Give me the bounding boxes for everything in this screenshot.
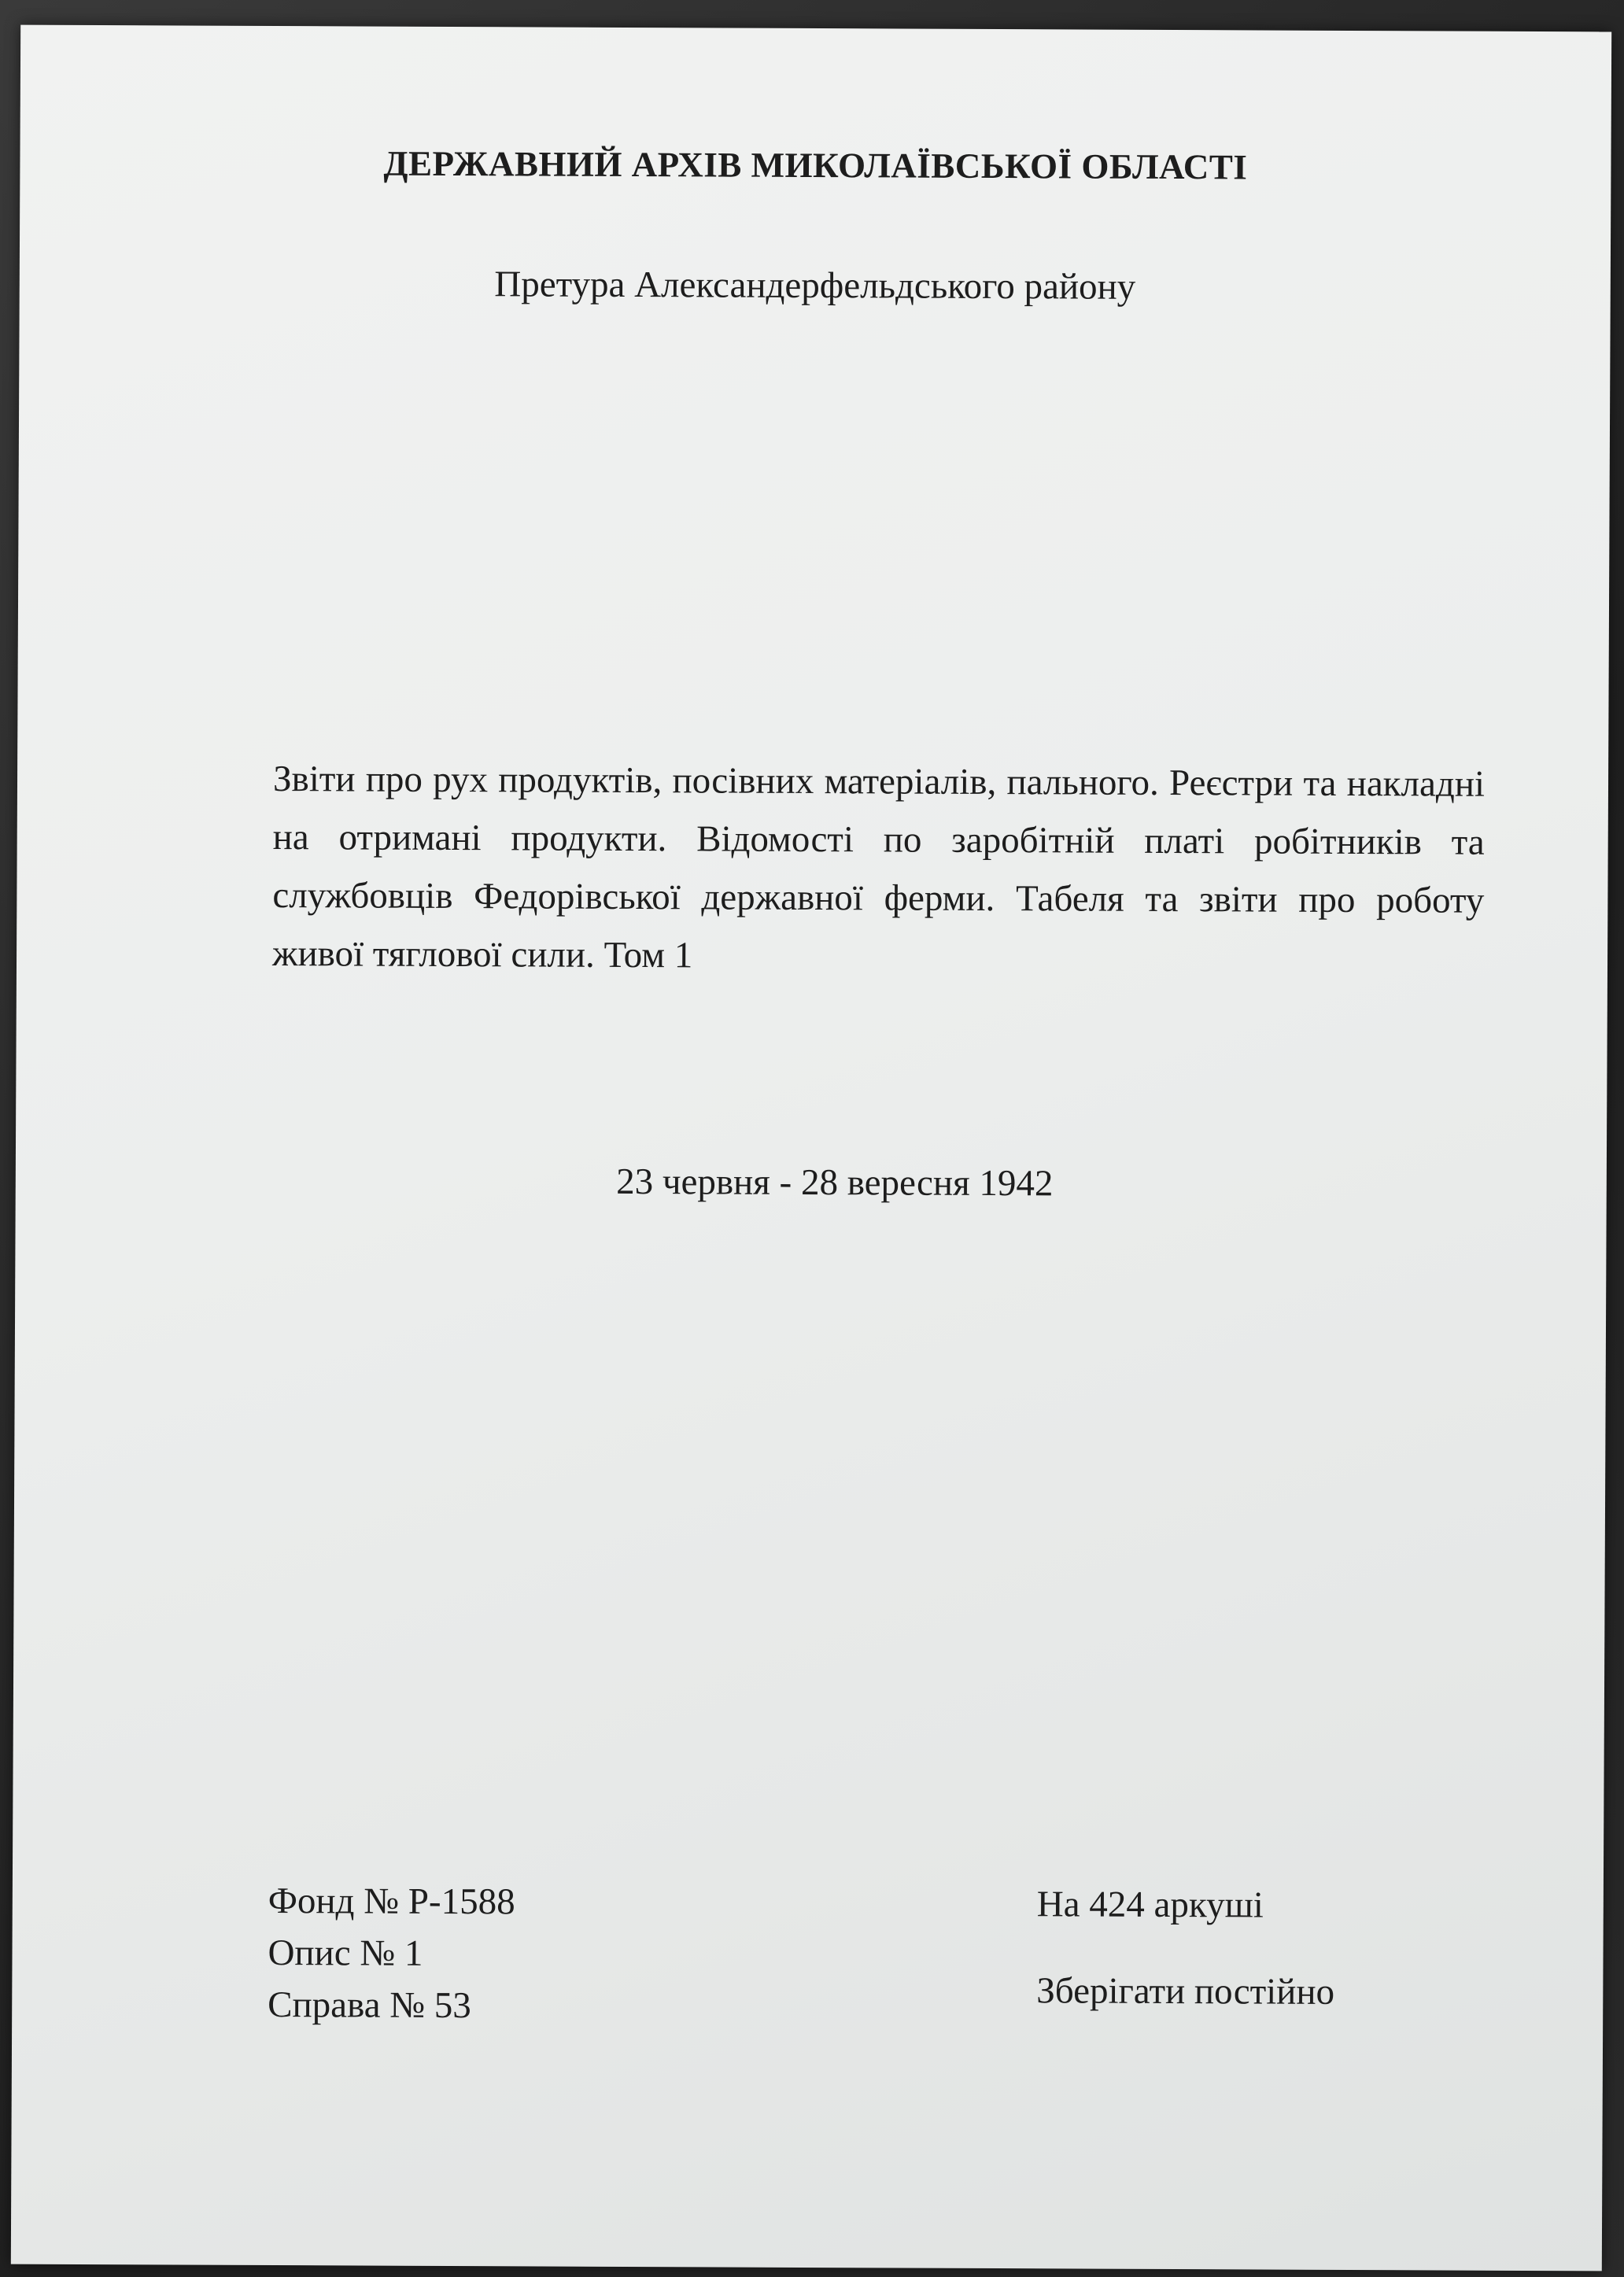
- sprava-number: Справа № 53: [268, 1984, 471, 2027]
- case-title: Звіти про рух продуктів, посівних матеріалів, пального. Реєстри та накладні на отримані продукти. Відомості по заробітній платі робітників та службовців Федорівської державної ферми. Табеля та звіти про роботу живої тяглової сили. Том 1: [271, 758, 1486, 976]
- archive-reference: [268, 1875, 515, 2032]
- retention-note: Зберігати постійно: [1036, 1970, 1335, 2013]
- sheet-count: На 424 аркуші: [1036, 1884, 1264, 1926]
- fond-number: Фонд № Р-1588: [268, 1880, 515, 1923]
- document-page: [11, 25, 1611, 2271]
- archive-name-heading: ДЕРЖАВНИЙ АРХІВ МИКОЛАЇВСЬКОЇ ОБЛАСТІ: [383, 143, 1248, 187]
- storage-info: [1036, 1878, 1334, 2018]
- date-range: 23 червня - 28 вересня 1942: [616, 1161, 1054, 1205]
- institution-name: Претура Александерфельдського району: [494, 264, 1136, 308]
- opys-number: Опис № 1: [268, 1932, 423, 1974]
